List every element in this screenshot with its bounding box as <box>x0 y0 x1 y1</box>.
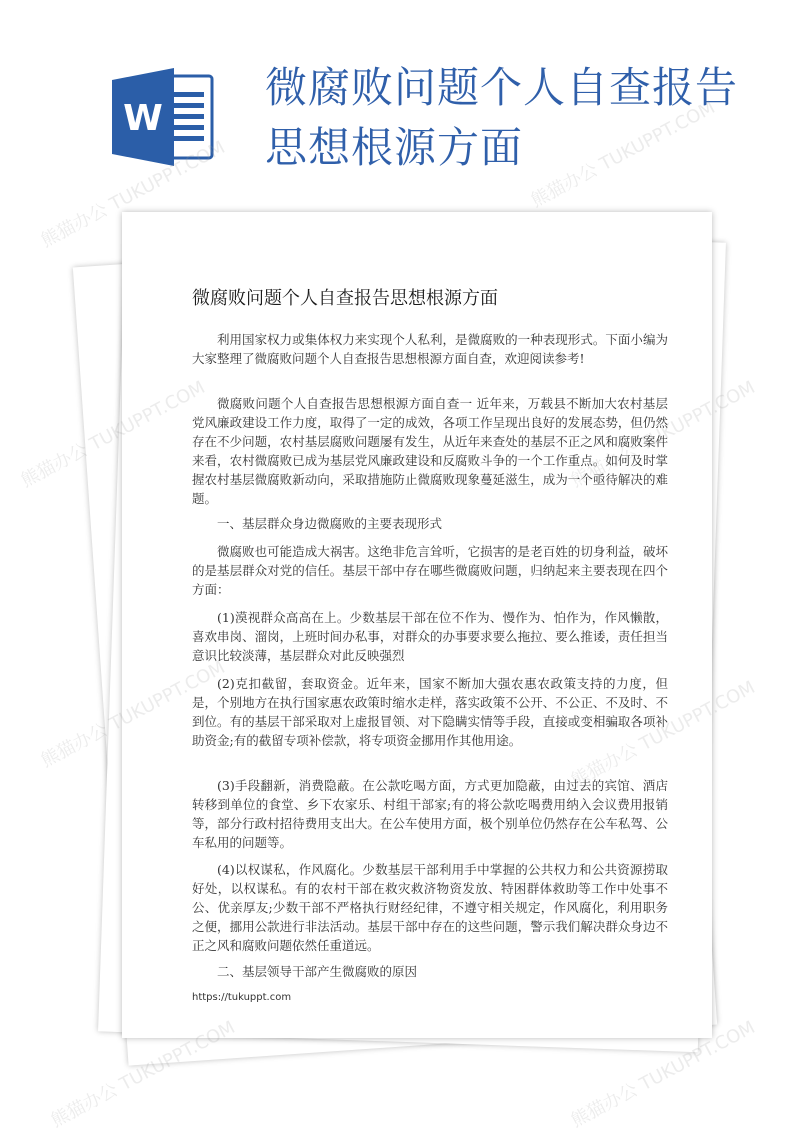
watermark: 熊猫办公 TUKUPPT.COM <box>47 1016 239 1132</box>
paragraph-item-3: (3)手段翻新，消费隐蔽。在公款吃喝方面，方式更加隐蔽，由过去的宾馆、酒店转移到单位的食堂、乡下农家乐、村组干部家;有的将公款吃喝费用纳入会议费用报销等，部分行政村招待费用支出大。在公车使用方面，极个别单位仍然存在公车私驾、公车私用的问题等。 <box>192 778 668 850</box>
watermark: 熊猫办公 <box>37 719 112 772</box>
section-heading-2: 二、基层领导干部产生微腐败的原因 <box>217 964 418 979</box>
watermark: 熊猫办公 TUKUPPT.COM <box>37 136 229 252</box>
svg-text:W: W <box>123 98 163 139</box>
paragraph-item-4: (4)以权谋私，作风腐化。少数基层干部利用手中掌握的公共权力和公共资源捞取好处，以权谋私。有的农村干部在救灾救济物资发放、特困群体救助等工作中处事不公、优亲厚友;少数干部不严格执行财经纪律，不遵守相关规定，作风腐化，利用职务之便，挪用公款进行非法活动。基层干部中存在的这些问题，警示我们解决群众身边不正之风和腐败问题依然任重道远。 <box>192 862 668 953</box>
paragraph-self-check: 微腐败问题个人自查报告思想根源方面自查一 近年来，万载县不断加大农村基层党风廉政建设工作力度，取得了一定的成效，各项工作呈现出良好的发展态势，但仍然存在不少问题，农村基层腐败问题屡有发生，从近年来查处的基层不正之风和腐败案件来看，农村微腐败已成为基层党风廉政建设和反腐败斗争的一个工作重点。如何及时掌握农村基层微腐败新动向，采取措施防止微腐败现象蔓延滋生，成为一个亟待解决的难题。 <box>192 396 668 506</box>
paragraph-overview: 微腐败也可能造成大祸害。这绝非危言耸听，它损害的是老百姓的切身利益，破坏的是基层群众对党的信任。基层干部中存在哪些微腐败问题，归纳起来主要表现在四个方面： <box>192 544 668 597</box>
watermark: 熊猫办公 TUKUPPT.COM <box>527 96 719 212</box>
watermark: 熊猫办公 TUKUPPT.COM <box>567 1016 759 1132</box>
paragraph-item-1: (1)漠视群众高高在上。少数基层干部在位不作为、慢作为、怕作为，作风懒散，喜欢串岗、溜岗，上班时间办私事，对群众的办事要求要么拖拉、要么推诿，责任担当意识比较淡薄，基层群众对此反映强烈 <box>192 610 668 663</box>
watermark: 熊猫办公 <box>17 439 92 492</box>
word-document-icon <box>112 68 216 166</box>
banner-title: 微腐败问题个人自查报告思想根源方面 <box>265 63 739 172</box>
footer-url[interactable]: https://tukuppt.com <box>192 992 292 1003</box>
document-page <box>122 212 712 1038</box>
document-title: 微腐败问题个人自查报告思想根源方面 <box>192 288 498 309</box>
paragraph-item-2: (2)克扣截留，套取资金。近年来，国家不断加大强农惠农政策支持的力度，但是，个别地方在执行国家惠农政策时缩水走样，落实政策不公开、不公正、不及时、不到位。有的基层干部采取对上虚报冒领、对下隐瞒实情等手段，直接或变相骗取各项补助资金;有的截留专项补偿款，将专项资金挪用作其他用途。 <box>192 676 668 748</box>
paragraph-intro: 利用国家权力或集体权力来实现个人私利，是微腐败的一种表现形式。下面小编为大家整理了微腐败问题个人自查报告思想根源方面自查，欢迎阅读参考! <box>192 332 668 366</box>
section-heading-1: 一、基层群众身边微腐败的主要表现形式 <box>217 516 443 531</box>
